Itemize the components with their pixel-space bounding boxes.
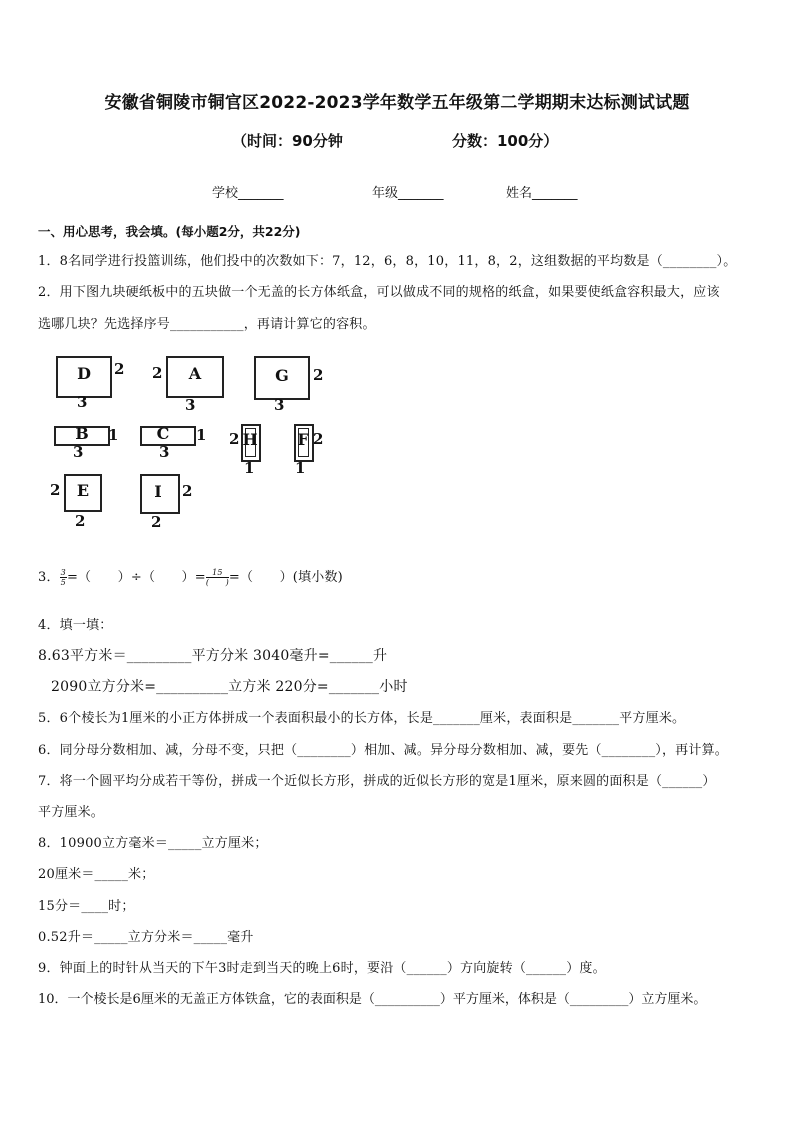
q3-suffix: =（ ）(填小数)	[228, 570, 343, 585]
name-field: 姓名_______	[506, 186, 578, 201]
question-5: 5．6个棱长为1厘米的小正方体拼成一个表面积最小的长方体，长是_______厘米，表面积是_______平方厘米。	[38, 711, 686, 726]
q3-middle: =（ ）÷（ ）=	[66, 570, 206, 585]
piece-label: E	[76, 481, 90, 500]
fraction-denominator: 5	[60, 578, 66, 587]
piece-dim: 2	[151, 513, 162, 531]
exam-time: （时间：90分钟	[232, 132, 343, 150]
piece-dim: 3	[77, 393, 88, 411]
question-8c: 15分＝____时；	[38, 899, 135, 914]
piece-dim: 1	[295, 459, 306, 477]
piece-dim: 2	[152, 364, 163, 382]
piece-dim: 1	[108, 426, 119, 444]
piece-dim: 3	[159, 443, 170, 461]
piece-dim: 1	[244, 459, 255, 477]
piece-label: F	[297, 430, 309, 449]
piece-dim: 3	[73, 443, 84, 461]
question-4: 4．填一填：	[38, 618, 113, 633]
piece-label: A	[188, 364, 202, 383]
question-4a: 8.63平方米＝_________平方分米 3040毫升=______升	[38, 648, 388, 664]
grade-field: 年级_______	[372, 186, 444, 201]
question-9: 9．钟面上的时针从当天的下午3时走到当天的晚上6时，要沿（______）方向旋转（______）度。	[38, 961, 606, 976]
piece-label: G	[275, 366, 289, 385]
piece-dim: 3	[274, 396, 285, 414]
piece-dim: 2	[182, 482, 193, 500]
piece-dim: 3	[185, 396, 196, 414]
piece-label: D	[77, 364, 91, 383]
piece-dim: 1	[196, 426, 207, 444]
piece-label: H	[242, 430, 258, 449]
question-2-line1: 2．用下图九块硬纸板中的五块做一个无盖的长方体纸盒，可以做成不同的规格的纸盒，如果要使纸盒容积最大，应该	[38, 285, 720, 300]
question-7-line1: 7．将一个圆平均分成若干等份，拼成一个近似长方形，拼成的近似长方形的宽是1厘米，原来圆的面积是（______）	[38, 774, 716, 789]
section-heading: 一、用心思考，我会填。(每小题2分，共22分)	[38, 224, 301, 239]
piece-dim: 2	[50, 481, 61, 499]
fraction-denominator: ( )	[205, 578, 229, 587]
question-1: 1．8名同学进行投篮训练，他们投中的次数如下：7，12，6，8，10，11，8，2，这组数据的平均数是（________）。	[38, 254, 737, 269]
fraction-15-blank	[206, 568, 229, 587]
school-field: 学校_______	[212, 186, 284, 201]
fraction-numerator: 3	[60, 568, 66, 577]
question-8b: 20厘米＝_____米；	[38, 867, 155, 882]
piece-dim: 2	[75, 512, 86, 530]
q3-prefix: 3．	[38, 570, 60, 585]
question-8a: 8．10900立方毫米＝_____立方厘米；	[38, 836, 268, 851]
piece-label: C	[156, 424, 170, 443]
piece-label: I	[154, 482, 162, 501]
question-6: 6．同分母分数相加、减，分母不变，只把（________）相加、减。异分母分数相加、减，要先（________），再计算。	[38, 743, 728, 758]
question-2-line2: 选哪几块？先选择序号___________，再请计算它的容积。	[38, 317, 376, 332]
piece-dim: 2	[114, 360, 125, 378]
piece-dim: 2	[313, 366, 324, 384]
fraction-numerator: 15	[206, 568, 229, 578]
fraction-3-5	[60, 568, 67, 587]
page-title: 安徽省铜陵市铜官区2022-2023学年数学五年级第二学期期末达标测试试题	[104, 93, 690, 113]
question-3	[38, 566, 343, 587]
question-10: 10．一个棱长是6厘米的无盖正方体铁盒，它的表面积是（__________）平方厘米，体积是（_________）立方厘米。	[38, 992, 707, 1007]
question-7-line2: 平方厘米。	[38, 805, 105, 820]
piece-label: B	[75, 424, 89, 443]
exam-score: 分数：100分）	[452, 132, 559, 150]
piece-dim: 2	[229, 430, 240, 448]
question-8d: 0.52升＝_____立方分米＝_____毫升	[38, 930, 254, 945]
question-4b: 2090立方分米=__________立方米 220分=_______小时	[51, 679, 408, 695]
piece-dim: 2	[313, 430, 324, 448]
